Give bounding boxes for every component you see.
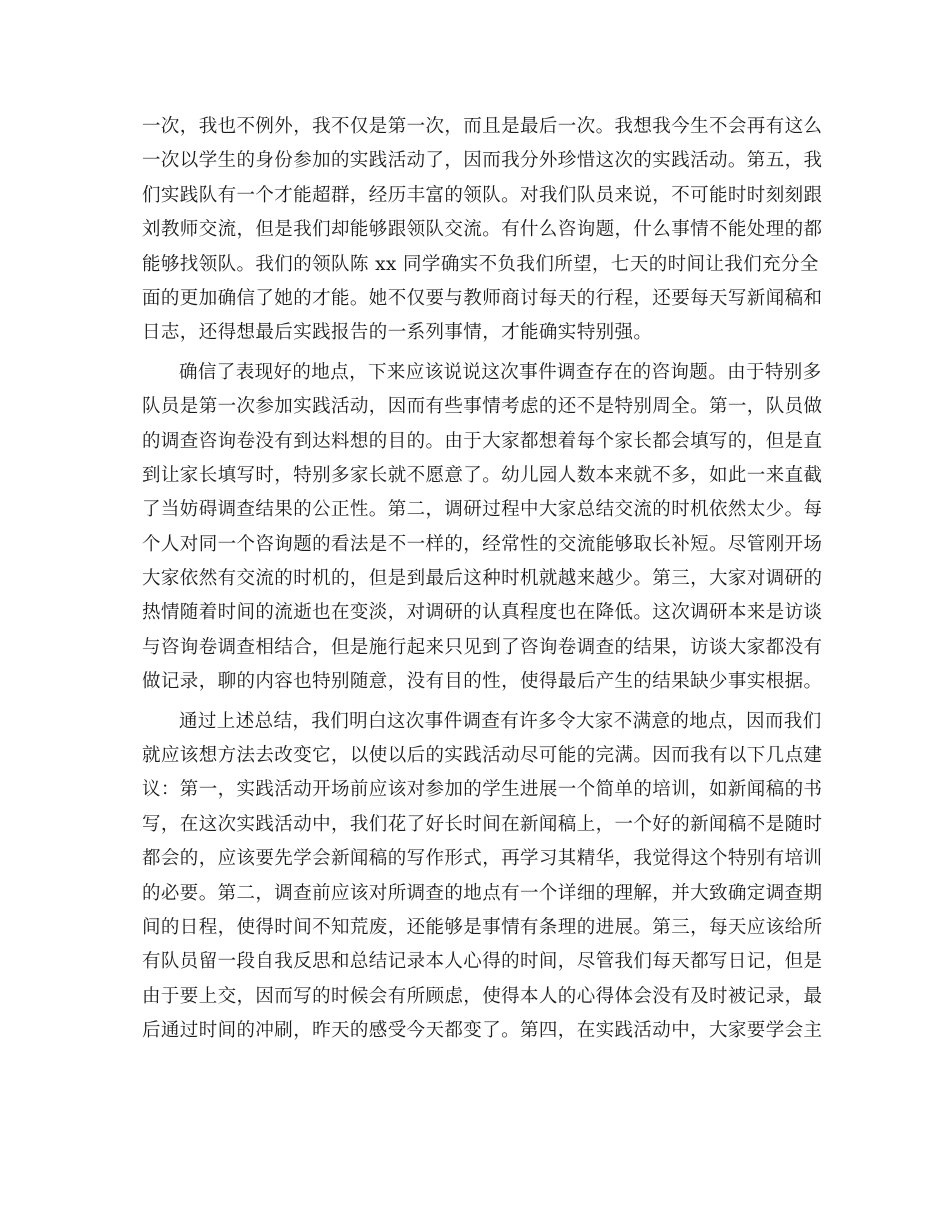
text-line: 个人对同一个咨询题的看法是不一样的，经常性的交流能够取长补短。尽管刚开场 [142,533,823,555]
text-line: 了当妨碍调查结果的公正性。第二，调研过程中大家总结交流的时机依然太少。每 [142,499,823,521]
text-line: 热情随着时间的流逝也在变淡，对调研的认真程度也在降低。这次调研本来是访谈 [142,602,823,624]
text-line: 做记录，聊的内容也特别随意，没有目的性，使得最后产生的结果缺少事实根据。 [142,671,823,693]
text-line: 一次以学生的身份参加的实践活动了，因而我分外珍惜这次的实践活动。第五，我 [142,150,823,172]
text-line: 与咨询卷调查相结合，但是施行起来只见到了咨询卷调查的结果，访谈大家都没有 [142,636,823,658]
paragraph-3 [142,705,823,1049]
text-line: 到让家长填写时，特别多家长就不愿意了。幼儿园人数本来就不多，如此一来直截 [142,464,823,486]
text-line: 确信了表现好的地点，下来应该说说这次事件调查存在的咨询题。由于特别多 [179,361,822,383]
text-line: 一次，我也不例外，我不仅是第一次，而且是最后一次。我想我今生不会再有这么 [142,116,823,137]
text-line: 面的更加确信了她的才能。她不仅要与教师商讨每天的行程，还要每天写新闻稿和 [142,287,823,309]
text-line: 都会的，应该要先学会新闻稿的写作形式，再学习其精华，我觉得这个特别有培训 [142,848,823,870]
text-line: 大家依然有交流的时机的，但是到最后这种时机就越来越少。第三，大家对调研的 [142,568,823,590]
text-line: 通过上述总结，我们明白这次事件调查有许多令大家不满意的地点，因而我们 [179,710,822,732]
paragraph-1 [142,110,823,351]
text-line: 队员是第一次参加实践活动，因而有些事情考虑的还不是特别周全。第一，队员做 [142,396,823,418]
text-line: 就应该想方法去改变它，以使以后的实践活动尽可能的完满。因而我有以下几点建 [142,745,823,767]
text-line: 间的日程，使得时间不知荒废，还能够是事情有条理的进展。第三，每天应该给所 [142,916,823,938]
text-line: 的必要。第二，调查前应该对所调查的地点有一个详细的理解，并大致确定调查期 [142,882,823,904]
paragraph-2 [142,356,823,700]
text-line: 议：第一，实践活动开场前应该对参加的学生进展一个简单的培训，如新闻稿的书 [142,779,823,801]
text-line: 刘教师交流，但是我们却能够跟领队交流。有什么咨询题，什么事情不能处理的都 [142,219,823,241]
text-line: 日志，还得想最后实践报告的一系列事情，才能确实特别强。 [142,322,653,344]
document-body [142,110,823,1049]
text-line: 们实践队有一个才能超群，经历丰富的领队。对我们队员来说，不可能时时刻刻跟 [142,184,823,206]
text-line: 能够找领队。我们的领队陈 xx 同学确实不负我们所望，七天的时间让我们充分全 [142,253,819,275]
text-line: 有队员留一段自我反思和总结记录本人心得的时间，尽管我们每天都写日记，但是 [142,951,823,973]
text-line: 的调查咨询卷没有到达料想的目的。由于大家都想着每个家长都会填写的，但是直 [142,430,823,452]
text-line: 后通过时间的冲刷，昨天的感受今天都变了。第四，在实践活动中，大家要学会主 [142,1020,823,1042]
text-line: 由于要上交，因而写的时候会有所顾虑，使得本人的心得体会没有及时被记录，最 [142,985,823,1007]
text-line: 写，在这次实践活动中，我们花了好长时间在新闻稿上，一个好的新闻稿不是随时 [142,813,823,835]
